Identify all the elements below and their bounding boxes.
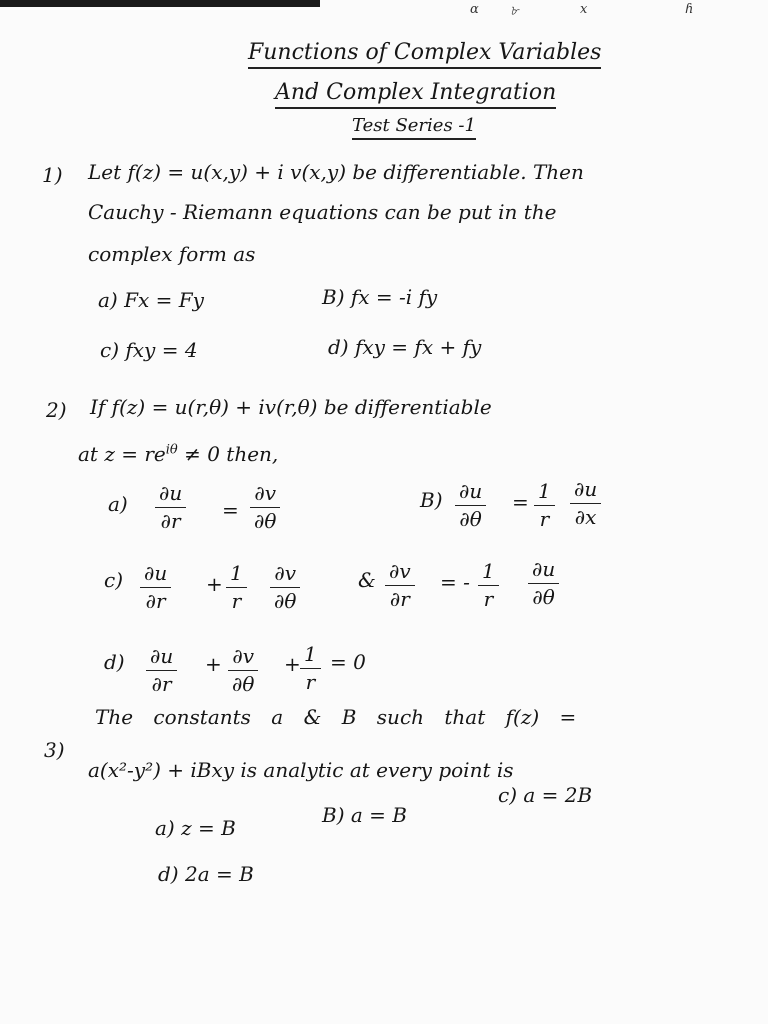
q2-option-c-term-2 (270, 562, 300, 613)
q3-option-c: c) a = 2B (498, 783, 593, 807)
q1-line-2: Cauchy - Riemann equations can be put in the (88, 200, 557, 224)
q2-option-c-plus: + (206, 572, 223, 596)
q2-option-c-term-3 (385, 560, 415, 611)
corner-mark: ɦ (685, 2, 694, 17)
corner-mark: ɑ (470, 2, 479, 17)
fraction-denominator: ∂θ (274, 589, 297, 613)
q2-option-a-lhs (155, 482, 186, 533)
scan-edge-mark (0, 0, 320, 7)
corner-mark: x (580, 2, 588, 17)
q2-option-b-equals: = (512, 490, 529, 514)
fraction-numerator: ∂u (155, 482, 186, 508)
q2-option-b-coef (534, 480, 555, 531)
q1-number: 1) (42, 163, 63, 187)
fraction-denominator: ∂r (389, 587, 410, 611)
fraction-numerator: ∂v (228, 645, 258, 671)
fraction-numerator: 1 (226, 562, 247, 588)
q3-option-a: a) z = B (155, 816, 236, 840)
fraction-denominator: ∂x (574, 505, 597, 529)
fraction-denominator: ∂θ (532, 585, 555, 609)
fraction-numerator: ∂u (140, 562, 171, 588)
fraction-denominator: r (483, 587, 494, 611)
q2-option-b-label: B) (420, 488, 443, 512)
q2-option-d-plus-1: + (205, 652, 222, 676)
q2-option-c-equals: = - (440, 570, 470, 594)
fraction-numerator: ∂v (250, 482, 280, 508)
title-line-2: And Complex Integration (275, 80, 556, 109)
q3-number: 3) (44, 738, 65, 762)
q2-line-1: If f(z) = u(r,θ) + iv(r,θ) be differentiable (90, 395, 492, 419)
fraction-denominator: ∂r (145, 589, 166, 613)
q2-option-d-term-3 (300, 643, 321, 694)
fraction-numerator: ∂u (146, 645, 177, 671)
q2-option-d-label: d) (104, 650, 125, 674)
title-line-1: Functions of Complex Variables (248, 40, 601, 69)
fraction-denominator: r (539, 507, 550, 531)
q2-option-d-equals: = 0 (330, 650, 366, 674)
q1-line-1: Let f(z) = u(x,y) + i v(x,y) be differentiable. Then (88, 160, 584, 184)
q1-option-a: a) Fx = Fy (98, 288, 204, 312)
q3-line-2: a(x²-y²) + iBxy is analytic at every point is (88, 758, 514, 782)
fraction-numerator: ∂v (385, 560, 415, 586)
q2-line-2-exponent: iθ (165, 442, 178, 458)
q2-number: 2) (46, 398, 67, 422)
q2-option-a-equals: = (222, 498, 239, 522)
q1-option-b: B) fx = -i fy (322, 285, 438, 309)
q2-option-b-lhs (455, 480, 486, 531)
fraction-numerator: 1 (300, 643, 321, 669)
q2-option-c-term-4 (528, 558, 559, 609)
q1-option-d: d) fxy = fx + fy (328, 335, 482, 359)
q2-option-c-and: & (358, 568, 376, 592)
q1-line-3: complex form as (88, 242, 256, 266)
fraction-numerator: ∂u (455, 480, 486, 506)
corner-scribbles (470, 2, 710, 26)
fraction-numerator: 1 (534, 480, 555, 506)
q2-option-d-plus-2: + (284, 652, 301, 676)
fraction-numerator: 1 (478, 560, 499, 586)
q3-option-d: d) 2a = B (158, 862, 254, 886)
q2-option-c-term-1 (140, 562, 171, 613)
subtitle: Test Series -1 (352, 115, 476, 140)
q2-line-2-pre: at z = re (78, 442, 166, 466)
q3-line-1: The constants a & B such that f(z) = (95, 705, 577, 729)
q1-option-c: c) fxy = 4 (100, 338, 198, 362)
fraction-numerator: ∂u (570, 478, 601, 504)
q2-option-c-coef (226, 562, 247, 613)
q3-option-b: B) a = B (322, 803, 407, 827)
fraction-numerator: ∂u (528, 558, 559, 584)
q2-line-2 (78, 442, 278, 466)
q2-option-a-label: a) (108, 492, 128, 516)
fraction-denominator: r (305, 670, 316, 694)
q2-line-2-post: ≠ 0 then, (184, 442, 279, 466)
fraction-denominator: ∂r (151, 672, 172, 696)
fraction-denominator: ∂θ (232, 672, 255, 696)
fraction-denominator: ∂θ (459, 507, 482, 531)
corner-mark: ৮ (510, 4, 519, 19)
fraction-denominator: ∂θ (254, 509, 277, 533)
q2-option-c-label: c) (104, 568, 124, 592)
q2-option-a-rhs (250, 482, 280, 533)
q2-option-c-coef-2 (478, 560, 499, 611)
fraction-denominator: r (231, 589, 242, 613)
q2-option-d-term-1 (146, 645, 177, 696)
q2-option-d-term-2 (228, 645, 258, 696)
fraction-numerator: ∂v (270, 562, 300, 588)
fraction-denominator: ∂r (160, 509, 181, 533)
q2-option-b-rhs (570, 478, 601, 529)
